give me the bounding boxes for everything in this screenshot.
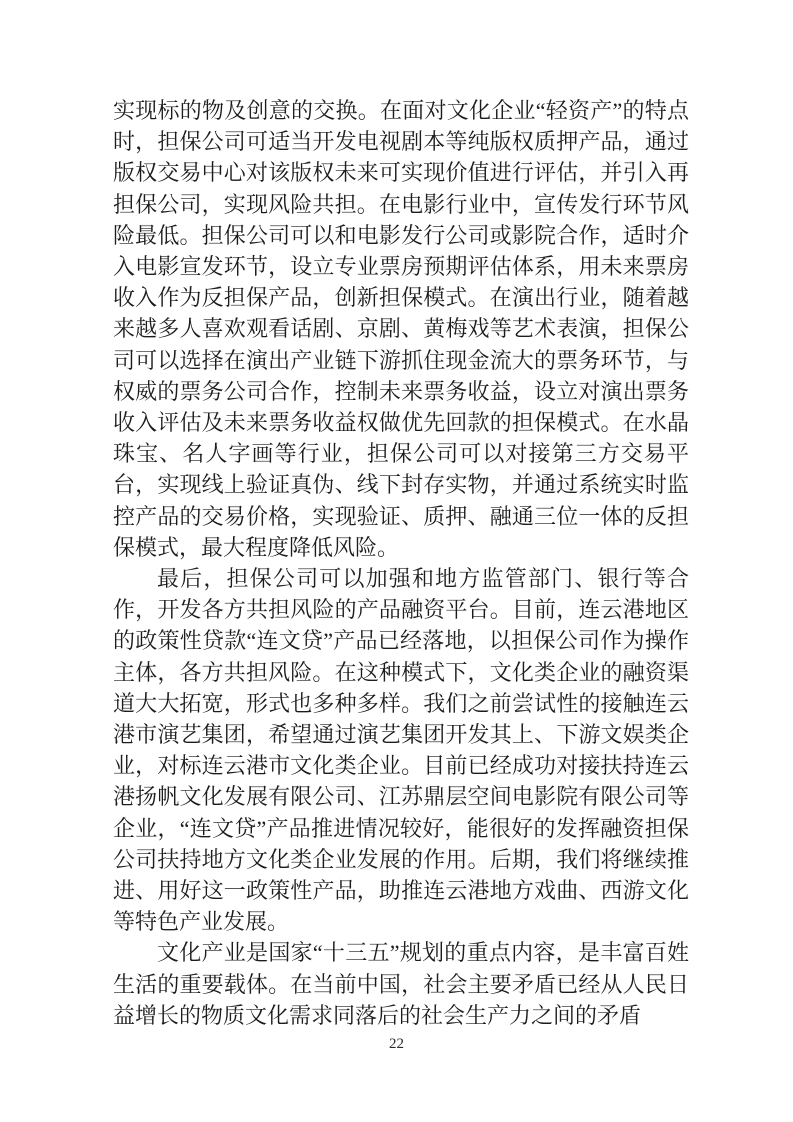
- body-paragraph: 文化产业是国家“十三五”规划的重点内容，是丰富百姓生活的重要载体。在当前中国，社会主要矛盾已经从人民日益增长的物质文化需求同落后的社会生产力之间的矛盾: [113, 940, 689, 1028]
- page-body-text: [113, 95, 689, 1031]
- body-paragraph: 实现标的物及创意的交换。在面对文化企业“轻资产”的特点时，担保公司可适当开发电视剧本等纯版权质押产品，通过版权交易中心对该版权未来可实现价值进行评估，并引入再担保公司，实现风险共担。在电影行业中，宣传发行环节风险最低。担保公司可以和电影发行公司或影院合作，适时介入电影宣发环节，设立专业票房预期评估体系，用未来票房收入作为反担保产品，创新担保模式。在演出行业，随着越来越多人喜欢观看话剧、京剧、黄梅戏等艺术表演，担保公司可以选择在演出产业链下游抓住现金流大的票务环节，与权威的票务公司合作，控制未来票务收益，设立对演出票务收入评估及未来票务收益权做优先回款的担保模式。在水晶珠宝、名人字画等行业，担保公司可以对接第三方交易平台，实现线上验证真伪、线下封存实物，并通过系统实时监控产品的交易价格，实现验证、质押、融通三位一体的反担保模式，最大程度降低风险。: [113, 98, 689, 560]
- body-paragraph: 最后，担保公司可以加强和地方监管部门、银行等合作，开发各方共担风险的产品融资平台。目前，连云港地区的政策性贷款“连文贷”产品已经落地，以担保公司作为操作主体，各方共担风险。在这种模式下，文化类企业的融资渠道大大拓宽，形式也多种多样。我们之前尝试性的接触连云港市演艺集团，希望通过演艺集团开发其上、下游文娱类企业，对标连云港市文化类企业。目前已经成功对接扶持连云港扬帆文化发展有限公司、江苏鼎层空间电影院有限公司等企业，“连文贷”产品推进情况较好，能很好的发挥融资担保公司扶持地方文化类企业发展的作用。后期，我们将继续推进、用好这一政策性产品，助推连云港地方戏曲、西游文化等特色产业发展。: [113, 566, 689, 935]
- page-number: 22: [389, 1036, 404, 1052]
